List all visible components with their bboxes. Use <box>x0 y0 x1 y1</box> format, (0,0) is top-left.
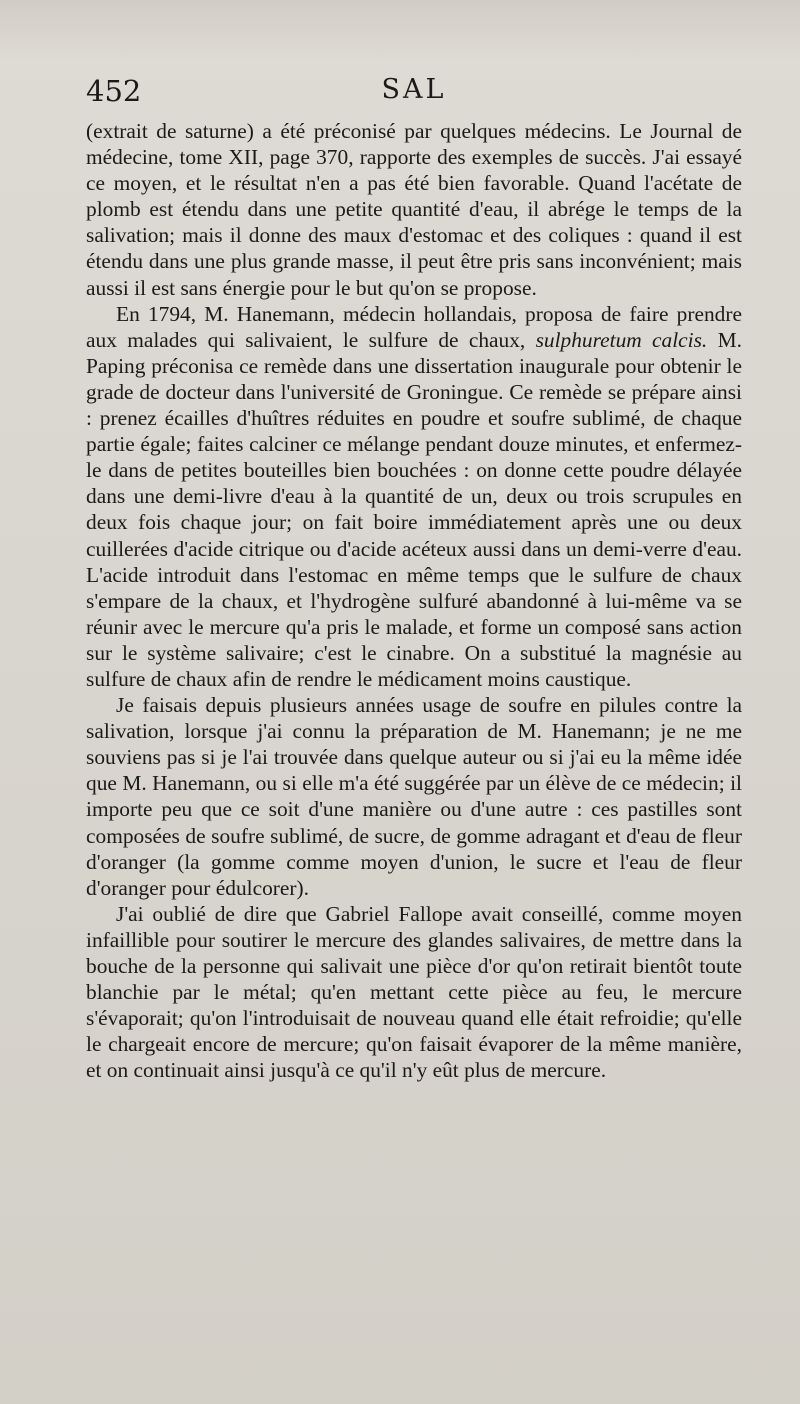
paragraph-2-part1: En 1794, M. Hanemann, médecin hollandais, proposa de faire prendre aux malades qui salivaient, le sulfure de chaux, <box>86 301 742 352</box>
latin-term: sulphuretum calcis. <box>535 327 708 352</box>
paragraph-1: (extrait de saturne) a été préconisé par quelques médecins. Le Journal de médecine, tome XII, page 370, rapporte des exemples de succès. J'ai essayé ce moyen, et le résultat n'en a pas été bien favorable. Quand l'acétate de plomb est étendu dans une petite quantité d'eau, il abrége le temps de la salivation; mais il donne des maux d'estomac et des coliques : quand il est étendu dans une plus grande masse, il peut être pris sans inconvénient; mais aussi il est sans énergie pour le but qu'on se propose. <box>86 119 742 300</box>
paragraph-2-part2: M. Paping préconisa ce remède dans une dissertation inaugurale pour obtenir le grade de docteur dans l'université de Groningue. Ce remède se prépare ainsi : prenez écailles d'huîtres réduites en poudre et soufre sublimé, de chaque partie égale; faites calciner ce mélange pendant douze minutes, et enfermez-le dans de petites bouteilles bien bouchées : on donne cette poudre délayée dans une demi-livre d'eau à la quantité de un, deux ou trois scrupules en deux fois chaque jour; on fait boire immédiatement après une ou deux cuillerées d'acide citrique ou d'acide acéteux aussi dans un demi-verre d'eau. L'acide introduit dans l'estomac en même temps que le sulfure de chaux s'empare de la chaux, et l'hydrogène sulfuré abandonné à lui-même va se réunir avec le mercure qu'a pris le malade, et forme un composé sans action sur le système salivaire; c'est le cinabre. On a substitué la magnésie au sulfure de chaux afin de rendre le médicament moins caustique. <box>86 327 742 691</box>
body-text <box>86 118 742 1083</box>
paragraph-2 <box>86 301 742 692</box>
paragraph-4: J'ai oublié de dire que Gabriel Fallope avait conseillé, comme moyen infaillible pour soutirer le mercure des glandes salivaires, de mettre dans la bouche de la personne qui salivait une pièce d'or qu'on retirait bientôt toute blanchie par le métal; qu'en mettant cette pièce au feu, le mercure s'évaporait; qu'on l'introduisait de nouveau quand elle était refroidie; qu'elle le chargeait encore de mercure; qu'on faisait évaporer de la même manière, et on continuait ainsi jusqu'à ce qu'il n'y eût plus de mercure. <box>86 901 742 1083</box>
page-header <box>86 74 742 114</box>
running-head: SAL <box>381 74 447 105</box>
page-number: 452 <box>86 74 142 108</box>
paragraph-3: Je faisais depuis plusieurs années usage de soufre en pilules contre la salivation, lorsque j'ai connu la préparation de M. Hanemann; je ne me souviens pas si je l'ai trouvée dans quelque auteur ou si j'ai eu la même idée que M. Hanemann, ou si elle m'a été suggérée par un élève de ce médecin; il importe peu que ce soit d'une manière ou d'une autre : ces pastilles sont composées de soufre sublimé, de sucre, de gomme adragant et d'eau de fleur d'oranger (la gomme comme moyen d'union, le sucre et l'eau de fleur d'oranger pour édulcorer). <box>86 693 742 900</box>
